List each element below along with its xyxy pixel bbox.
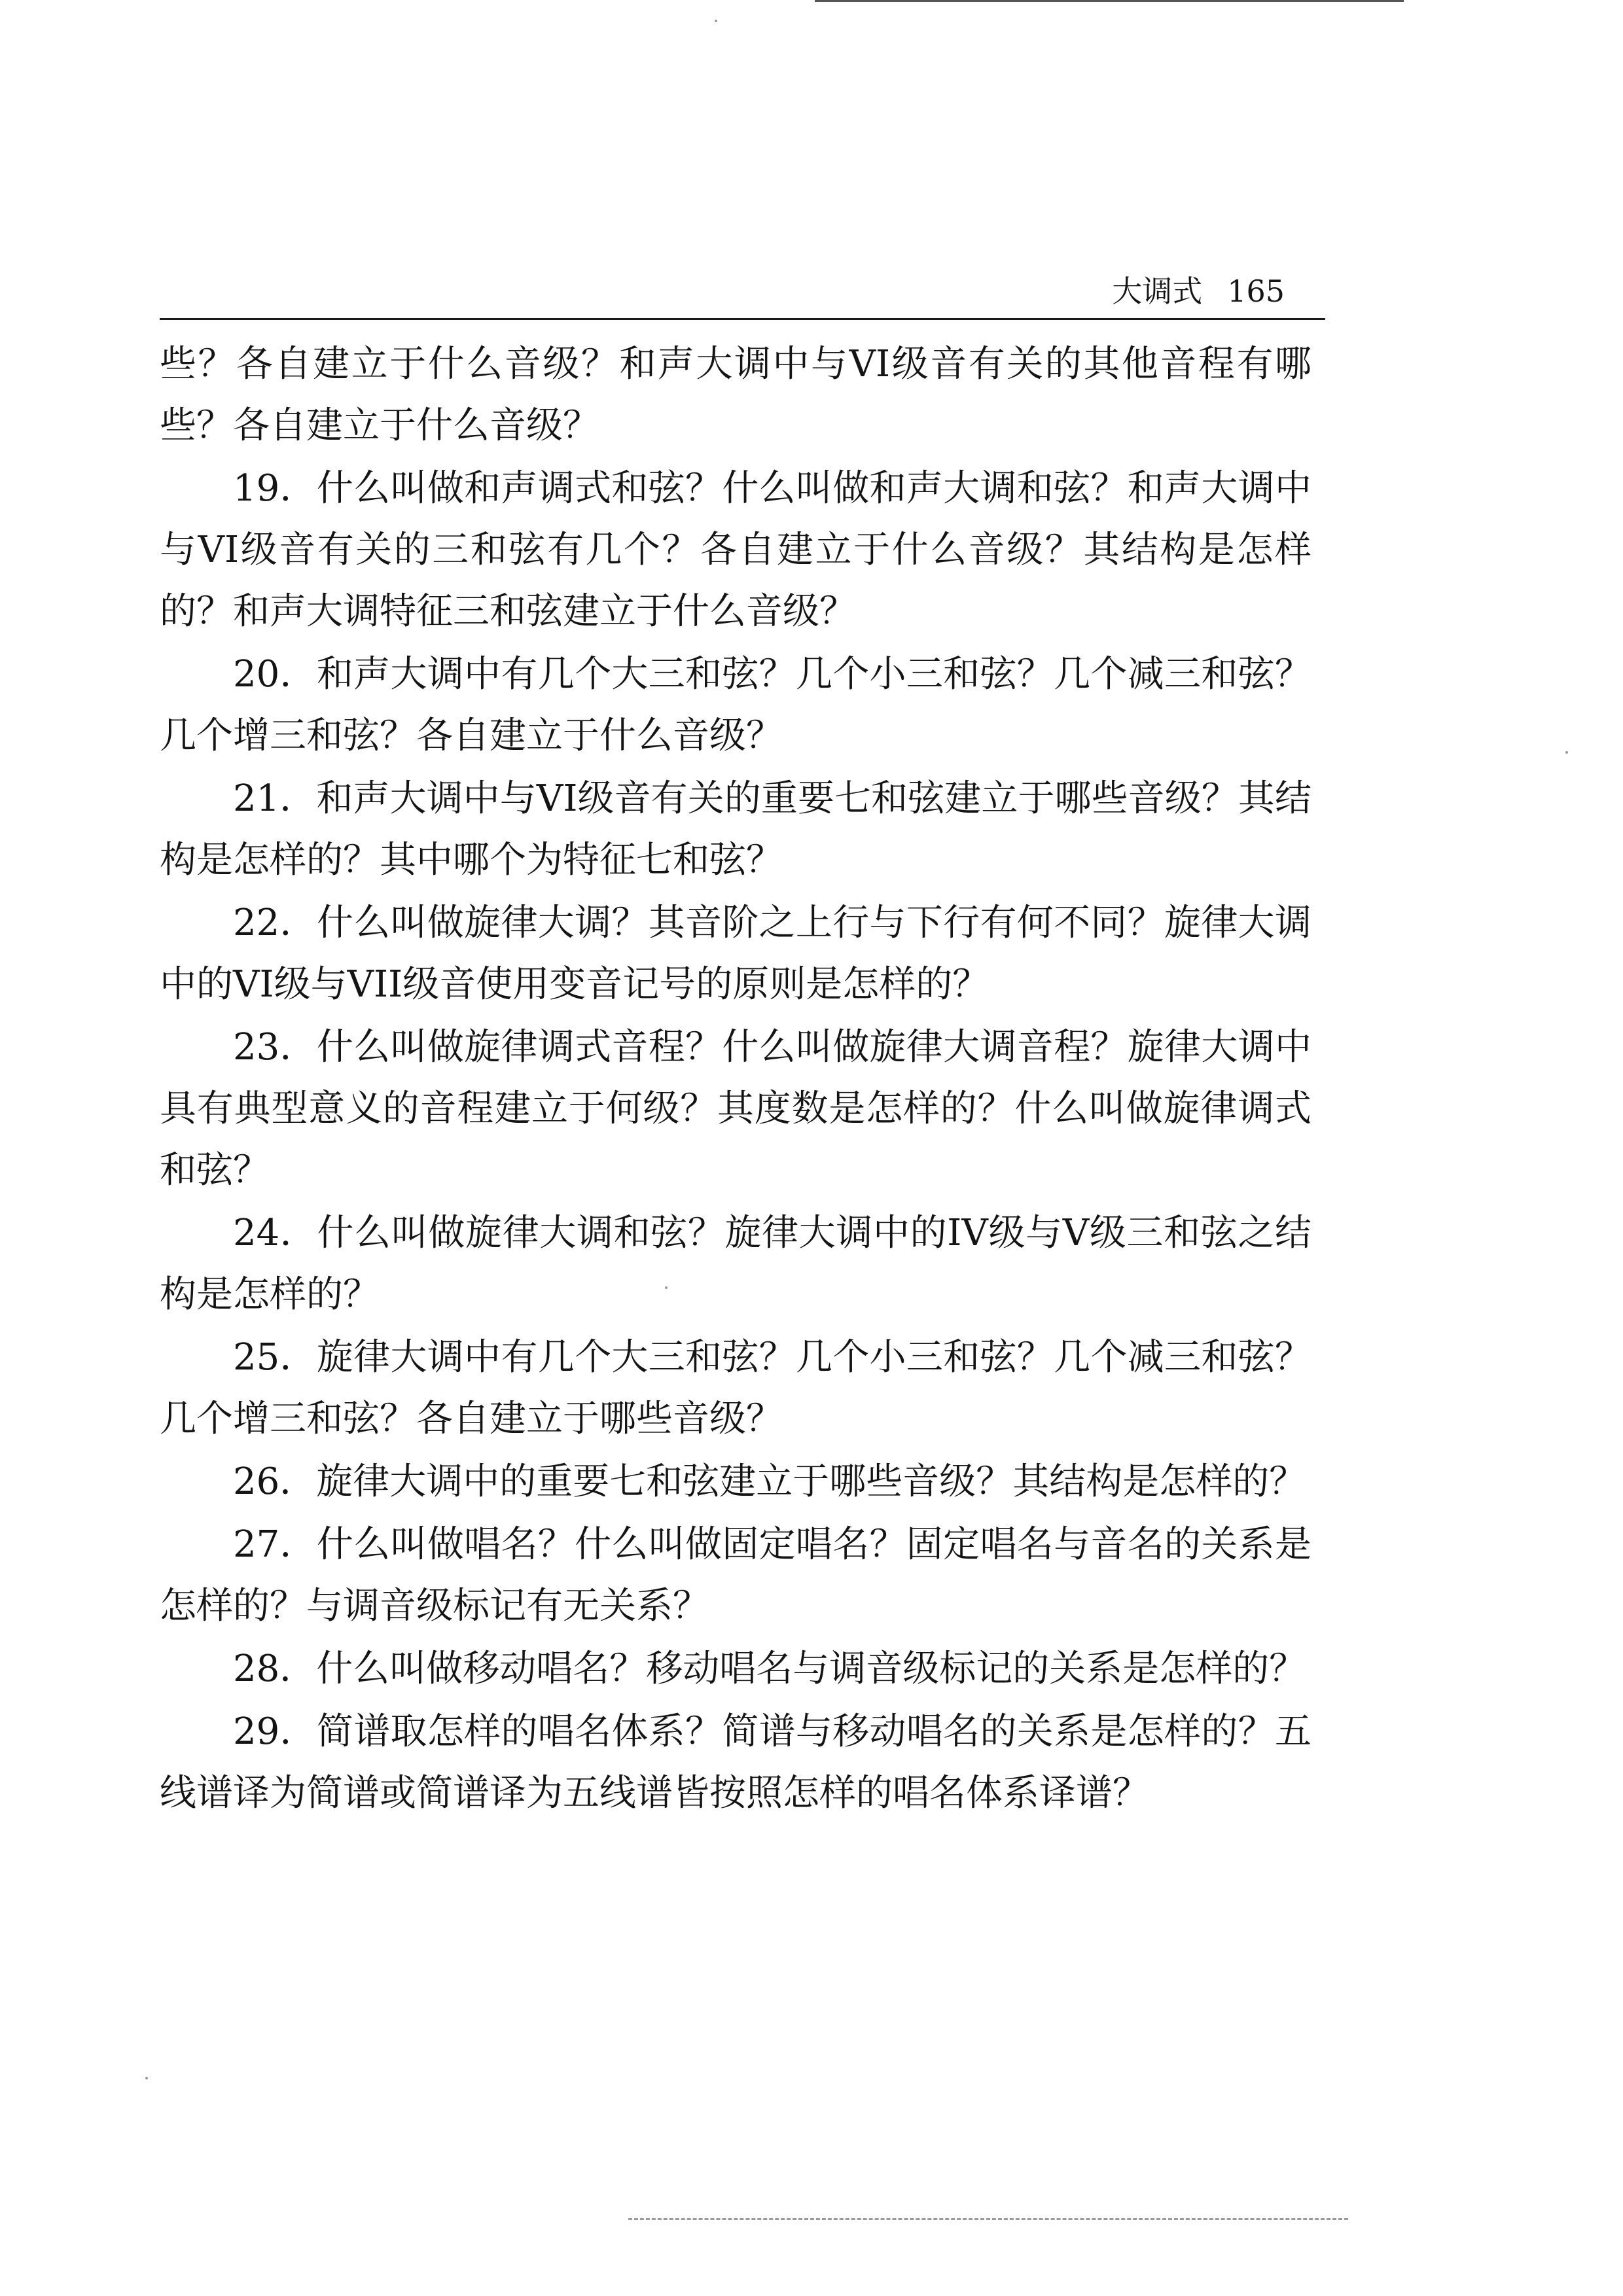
question-20: 20．和声大调中有几个大三和弦？几个小三和弦？几个减三和弦？几个增三和弦？各自建立于什么音级？ [160, 653, 1311, 757]
question-28: 28．什么叫做移动唱名？移动唱名与调音级标记的关系是怎样的？ [233, 1648, 1306, 1690]
question-26: 26．旋律大调中的重要七和弦建立于哪些音级？其结构是怎样的？ [233, 1460, 1306, 1503]
scan-artifact-line [628, 2218, 1348, 2220]
scan-speck [715, 20, 717, 22]
question-21: 21．和声大调中与VI级音有关的重要七和弦建立于哪些音级？其结构是怎样的？其中哪个为特征七和弦？ [160, 777, 1311, 881]
question-27: 27．什么叫做唱名？什么叫做固定唱名？固定唱名与音名的关系是怎样的？与调音级标记有无关系？ [160, 1523, 1311, 1627]
page-body [160, 334, 1311, 1826]
question-23: 23．什么叫做旋律调式音程？什么叫做旋律大调音程？旋律大调中具有典型意义的音程建立于何级？其度数是怎样的？什么叫做旋律调式和弦？ [160, 1026, 1311, 1192]
scan-speck [145, 2077, 148, 2079]
question-22: 22．什么叫做旋律大调？其音阶之上行与下行有何不同？旋律大调中的VI级与VII级音使用变音记号的原则是怎样的？ [160, 902, 1311, 1006]
header-rule [160, 318, 1325, 320]
paragraph-continued: 些？各自建立于什么音级？和声大调中与VI级音有关的其他音程有哪些？各自建立于什么音级？ [160, 343, 1311, 447]
scan-speck [665, 1286, 668, 1289]
top-edge-rule [815, 0, 1404, 2]
question-19: 19．什么叫做和声调式和弦？什么叫做和声大调和弦？和声大调中与VI级音有关的三和弦有几个？各自建立于什么音级？其结构是怎样的？和声大调特征三和弦建立于什么音级？ [160, 467, 1311, 633]
chapter-title: 大调式 [1112, 274, 1203, 309]
question-25: 25．旋律大调中有几个大三和弦？几个小三和弦？几个减三和弦？几个增三和弦？各自建立于哪些音级？ [160, 1336, 1311, 1440]
page-number: 165 [1227, 274, 1285, 309]
question-29: 29．简谱取怎样的唱名体系？简谱与移动唱名的关系是怎样的？五线谱译为简谱或简谱译为五线谱皆按照怎样的唱名体系译谱？ [160, 1710, 1311, 1814]
running-header [0, 268, 1285, 314]
question-24: 24．什么叫做旋律大调和弦？旋律大调中的IV级与V级三和弦之结构是怎样的？ [160, 1212, 1311, 1316]
scan-speck [1565, 751, 1568, 754]
